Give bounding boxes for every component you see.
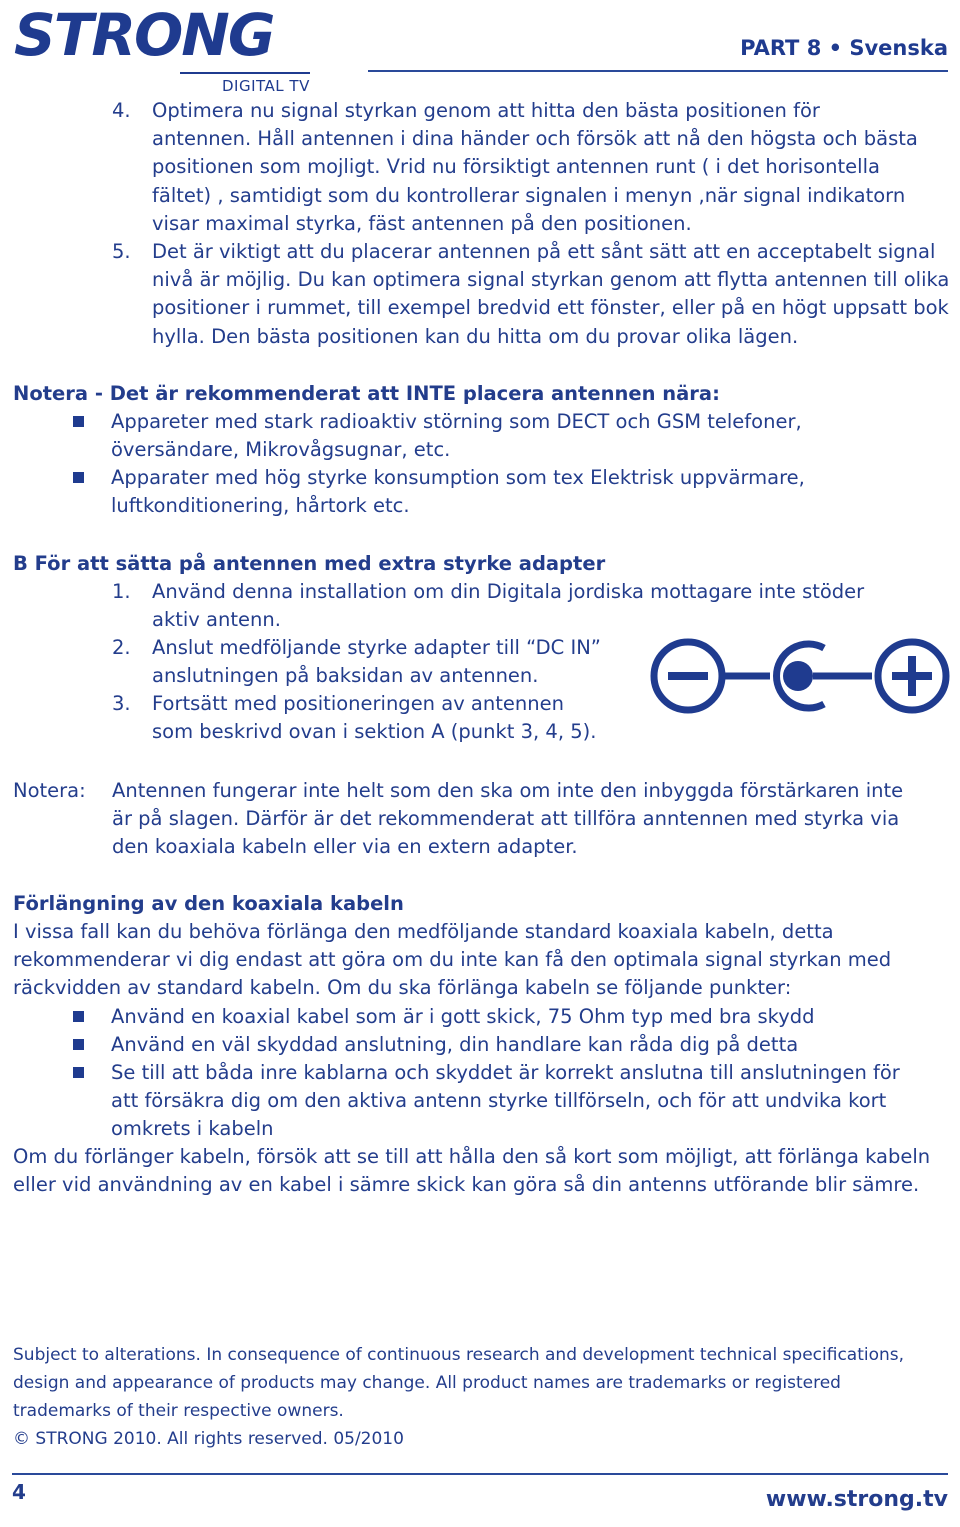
text-line: eller vid användning av en kabel i sämre skick kan göra så din antenns utförande blir sämre. xyxy=(13,1173,920,1197)
strong-logo: STRONG xyxy=(14,1,274,69)
square-bullet-icon xyxy=(73,472,84,483)
footer-rule xyxy=(12,1473,948,1475)
text-line: fältet) , samtidigt som du kontrollerar signalen i menyn ,när signal indikatorn xyxy=(152,183,906,207)
text-line: omkrets i kabeln xyxy=(111,1117,274,1141)
text-line: rekommenderar vi dig endast att göra om du inte kan få den optimala signal styrkan med xyxy=(13,948,892,972)
page-section-title: PART 8 • Svenska xyxy=(740,36,948,60)
bullet-text xyxy=(111,464,805,520)
minus-circle-icon xyxy=(654,642,722,710)
item-number: 4. xyxy=(112,99,131,122)
item-number: 5. xyxy=(112,240,131,263)
item-b1-text xyxy=(152,578,864,634)
text-line: anslutningen på baksidan av antennen. xyxy=(152,664,539,688)
text-line: Om du förlänger kabeln, försök att se till att hålla den så kort som möjligt, att förlänga kabeln xyxy=(13,1145,931,1168)
item-b2-text xyxy=(152,634,601,690)
item-number: 3. xyxy=(112,692,131,715)
text-line: Optimera nu signal styrkan genom att hitta den bästa positionen för xyxy=(152,99,820,122)
text-line: trademarks of their respective owners. xyxy=(13,1401,344,1421)
text-line: nivå är möjlig. Du kan optimera signal styrkan genom att flytta antennen till olika xyxy=(152,268,950,292)
text-line: är på slagen. Därför är det rekommenderat att tillföra anntennen med styrka via xyxy=(112,807,900,831)
square-bullet-icon xyxy=(73,1011,84,1022)
text-line: Apparater med hög styrke konsumption som tex Elektrisk uppvärmare, xyxy=(111,466,805,489)
website-link[interactable]: www.strong.tv xyxy=(765,1487,948,1512)
text-line: I vissa fall kan du behöva förlänga den medföljande standard koaxiala kabeln, detta xyxy=(13,920,834,943)
text-line: aktiv antenn. xyxy=(152,608,281,632)
text-line: Se till att båda inre kablarna och skyddet är korrekt anslutna till anslutningen för xyxy=(111,1061,900,1084)
text-line: räckvidden av standard kabeln. Om du ska förlänga kabeln se följande punkter: xyxy=(13,976,792,1000)
text-line: att försäkra dig om den aktiva antenn styrke tillförseln, och för att undvika kort xyxy=(111,1089,887,1113)
square-bullet-icon xyxy=(73,1039,84,1050)
logo-rule xyxy=(180,72,310,74)
text-line: som beskrivd ovan i sektion A (punkt 3, 4, 5). xyxy=(152,720,597,744)
page-number: 4 xyxy=(12,1480,26,1504)
text-line: Subject to alterations. In consequence of continuous research and development technical specifications, xyxy=(13,1345,905,1365)
text-line: design and appearance of products may change. All product names are trademarks or registered xyxy=(13,1373,841,1393)
item-b3-text xyxy=(152,690,596,746)
disclaimer xyxy=(13,1341,904,1453)
section-b-heading: B För att sätta på antennen med extra styrke adapter xyxy=(13,552,606,575)
text-line: antennen. Håll antennen i dina händer och försök att nå den högsta och bästa xyxy=(152,127,918,151)
text-line: översändare, Mikrovågsugnar, etc. xyxy=(111,438,451,462)
note-text xyxy=(112,777,903,862)
note-heading: Notera - Det är rekommenderat att INTE placera antennen nära: xyxy=(13,382,720,405)
bullet-text: Använd en koaxial kabel som är i gott skick, 75 Ohm typ med bra skydd xyxy=(111,1005,815,1028)
text-line: visar maximal styrka, fäst antennen på den positionen. xyxy=(152,211,692,235)
item-number: 1. xyxy=(112,580,131,603)
extension-intro xyxy=(13,918,891,1003)
logo-subtitle: DIGITAL TV xyxy=(222,77,310,95)
polarity-diagram xyxy=(648,636,952,716)
bullet-text xyxy=(111,1059,900,1144)
header-rule xyxy=(368,70,948,72)
item-number: 2. xyxy=(112,636,131,659)
text-line: Anslut medföljande styrke adapter till “DC IN” xyxy=(152,636,601,659)
text-line: luftkonditionering, hårtork etc. xyxy=(111,494,410,518)
text-line: hylla. Den bästa positionen kan du hitta om du provar olika lägen. xyxy=(152,324,799,348)
bullet-text: Använd en väl skyddad anslutning, din handlare kan råda dig på detta xyxy=(111,1033,799,1056)
square-bullet-icon xyxy=(73,1067,84,1078)
note-label: Notera: xyxy=(13,779,86,802)
text-line: Använd denna installation om din Digitala jordiska mottagare inte stöder xyxy=(152,580,865,603)
text-line: positionen som mojligt. Vrid nu försiktigt antennen runt ( i det horisontella xyxy=(152,155,880,179)
text-line: Fortsätt med positioneringen av antennen xyxy=(152,692,564,715)
plus-circle-icon xyxy=(878,642,946,710)
text-line: Det är viktigt att du placerar antennen på ett sånt sätt att en acceptabelt signal xyxy=(152,240,936,263)
text-line: positioner i rummet, till exempel bredvid ett fönster, eller på en högt uppsatt bok xyxy=(152,296,949,320)
square-bullet-icon xyxy=(73,416,84,427)
copyright: © STRONG 2010. All rights reserved. 05/2010 xyxy=(13,1429,404,1449)
item-4-text xyxy=(152,97,918,238)
extension-outro xyxy=(13,1143,930,1199)
extension-heading: Förlängning av den koaxiala kabeln xyxy=(13,892,404,915)
bullet-text xyxy=(111,408,802,464)
text-line: den koaxiala kabeln eller via en extern adapter. xyxy=(112,835,578,859)
text-line: Appareter med stark radioaktiv störning som DECT och GSM telefoner, xyxy=(111,410,802,433)
text-line: Antennen fungerar inte helt som den ska om inte den inbyggda förstärkaren inte xyxy=(112,779,904,802)
item-5-text xyxy=(152,238,949,351)
